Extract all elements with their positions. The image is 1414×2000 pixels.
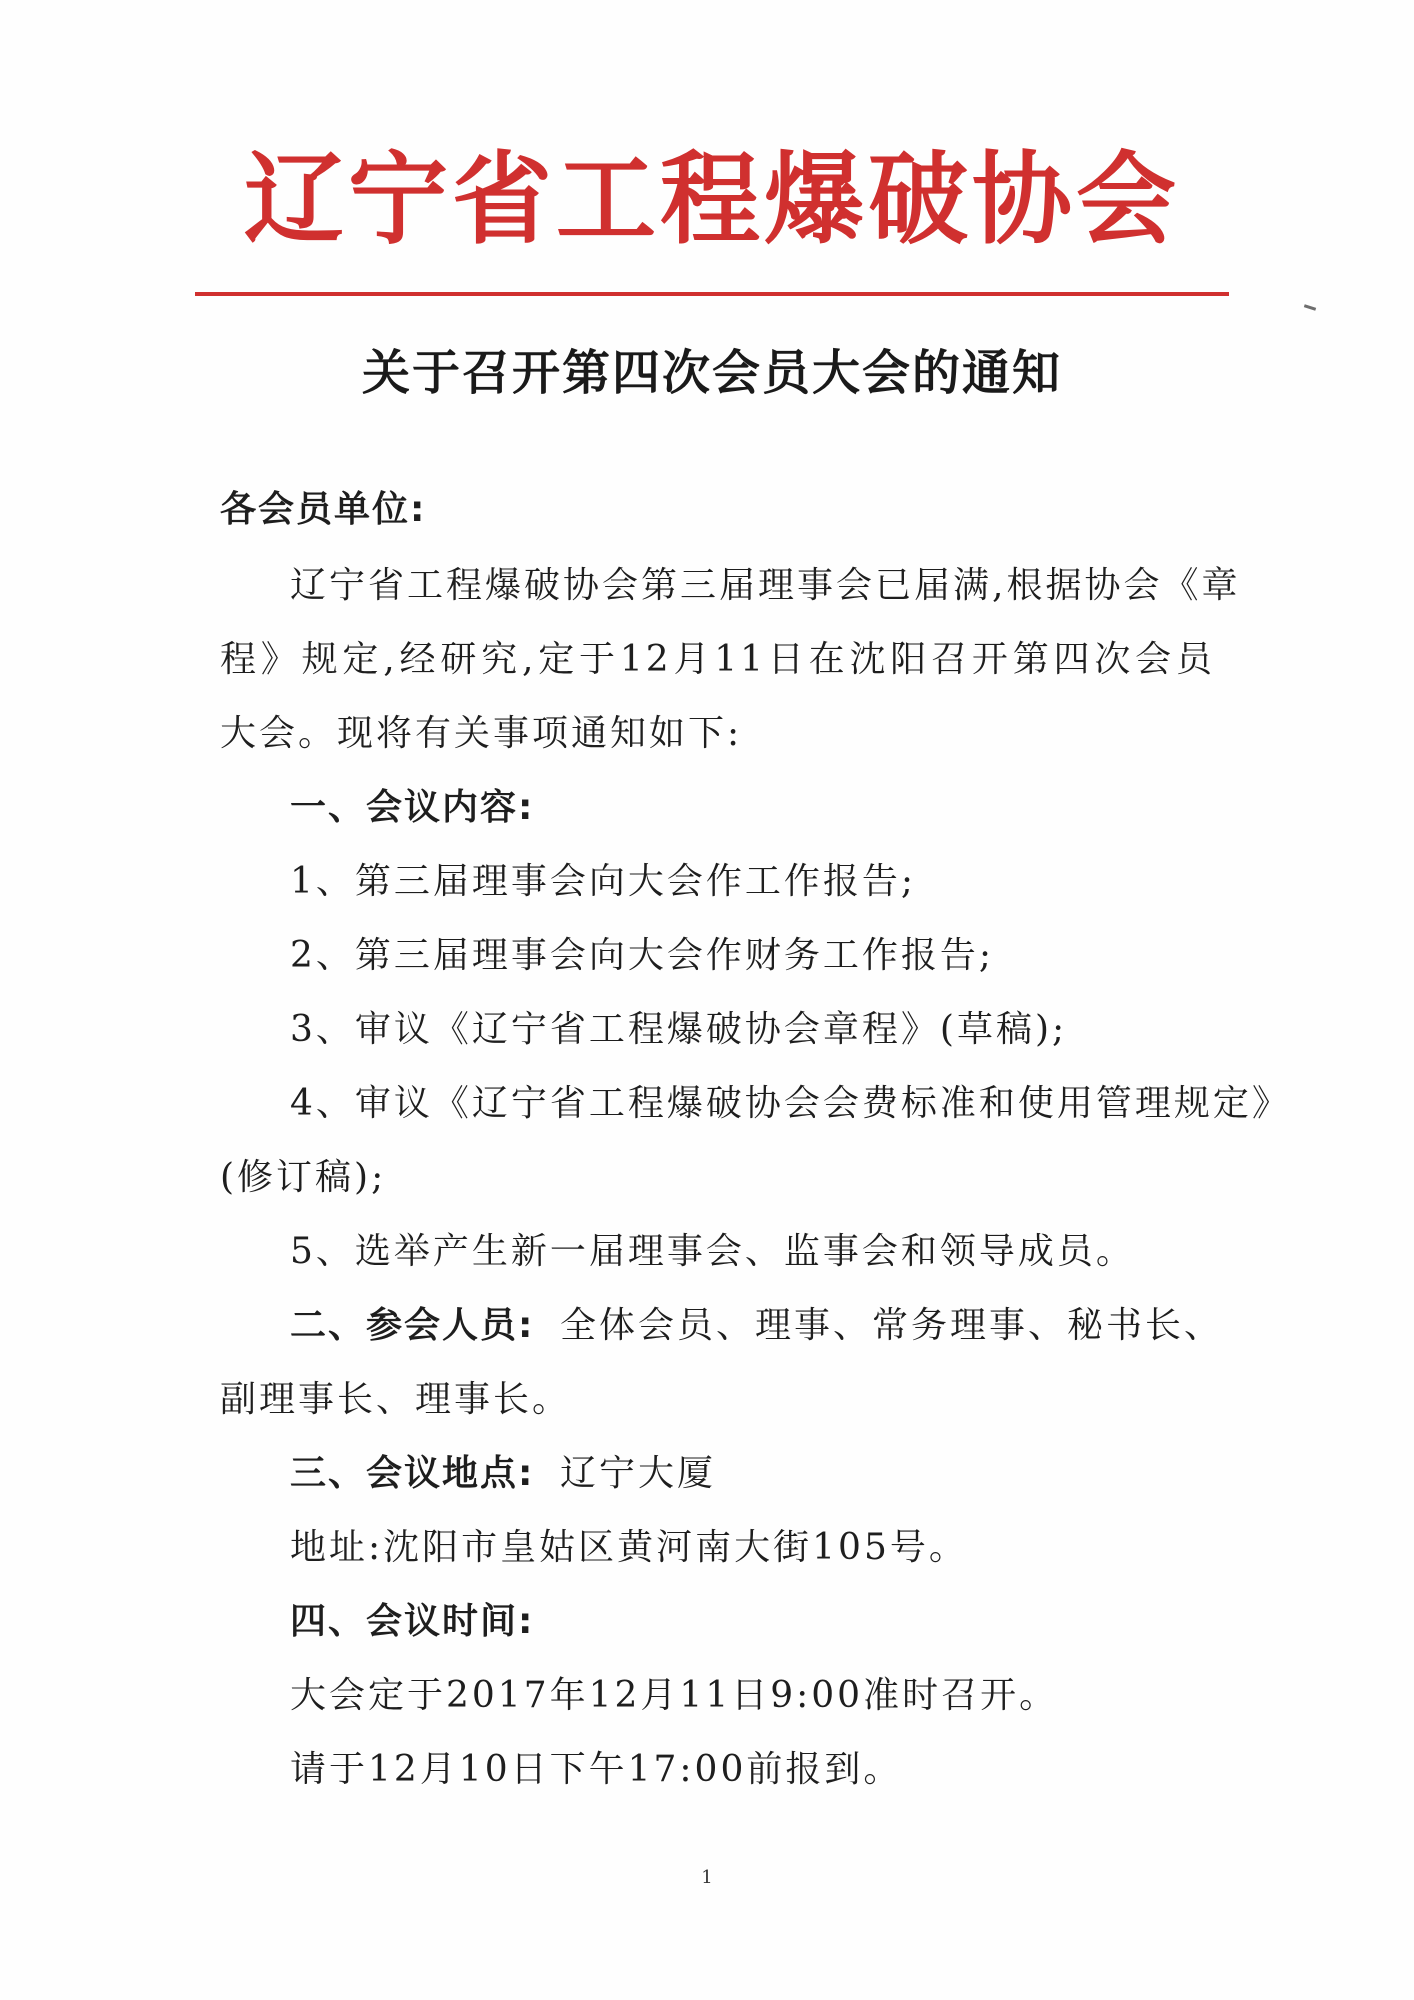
intro-line-1: 辽宁省工程爆破协会第三届理事会已届满,根据协会《章 [290, 565, 1241, 606]
header-red-rule [195, 292, 1229, 296]
address-line: 地址:沈阳市皇姑区黄河南大街105号。 [290, 1527, 968, 1568]
agenda-item-2: 2、第三届理事会向大会作财务工作报告; [290, 935, 995, 976]
agenda-item-4-line-2: (修订稿); [220, 1157, 387, 1198]
section-2-text-line-2: 副理事长、理事长。 [220, 1379, 572, 1420]
organization-title: 辽宁省工程爆破协会 [244, 141, 1180, 258]
time-line-1: 大会定于2017年12月11日9:00准时召开。 [290, 1675, 1059, 1716]
intro-line-2: 程》规定,经研究,定于12月11日在沈阳召开第四次会员 [220, 639, 1215, 680]
time-line-2: 请于12月10日下午17:00前报到。 [290, 1749, 903, 1790]
agenda-item-5: 5、选举产生新一届理事会、监事会和领导成员。 [290, 1231, 1135, 1272]
section-4-heading: 四、会议时间: [290, 1601, 535, 1642]
agenda-item-3: 3、审议《辽宁省工程爆破协会章程》(草稿); [290, 1009, 1068, 1050]
section-2-text-line-1: 全体会员、理事、常务理事、秘书长、 [560, 1305, 1224, 1346]
agenda-item-1: 1、第三届理事会向大会作工作报告; [290, 861, 917, 902]
notice-title: 关于召开第四次会员大会的通知 [361, 345, 1062, 401]
section-3-heading: 三、会议地点: [290, 1453, 535, 1494]
page-number: 1 [701, 1867, 713, 1888]
scan-mark [1304, 304, 1316, 311]
agenda-item-4-line-1: 4、审议《辽宁省工程爆破协会会费标准和使用管理规定》 [290, 1083, 1291, 1124]
section-1-heading: 一、会议内容: [290, 787, 535, 828]
salutation: 各会员单位: [220, 489, 427, 530]
section-2-heading: 二、参会人员: [290, 1305, 535, 1346]
section-3-text: 辽宁大厦 [560, 1453, 717, 1494]
intro-line-3: 大会。现将有关事项通知如下: [220, 713, 743, 754]
